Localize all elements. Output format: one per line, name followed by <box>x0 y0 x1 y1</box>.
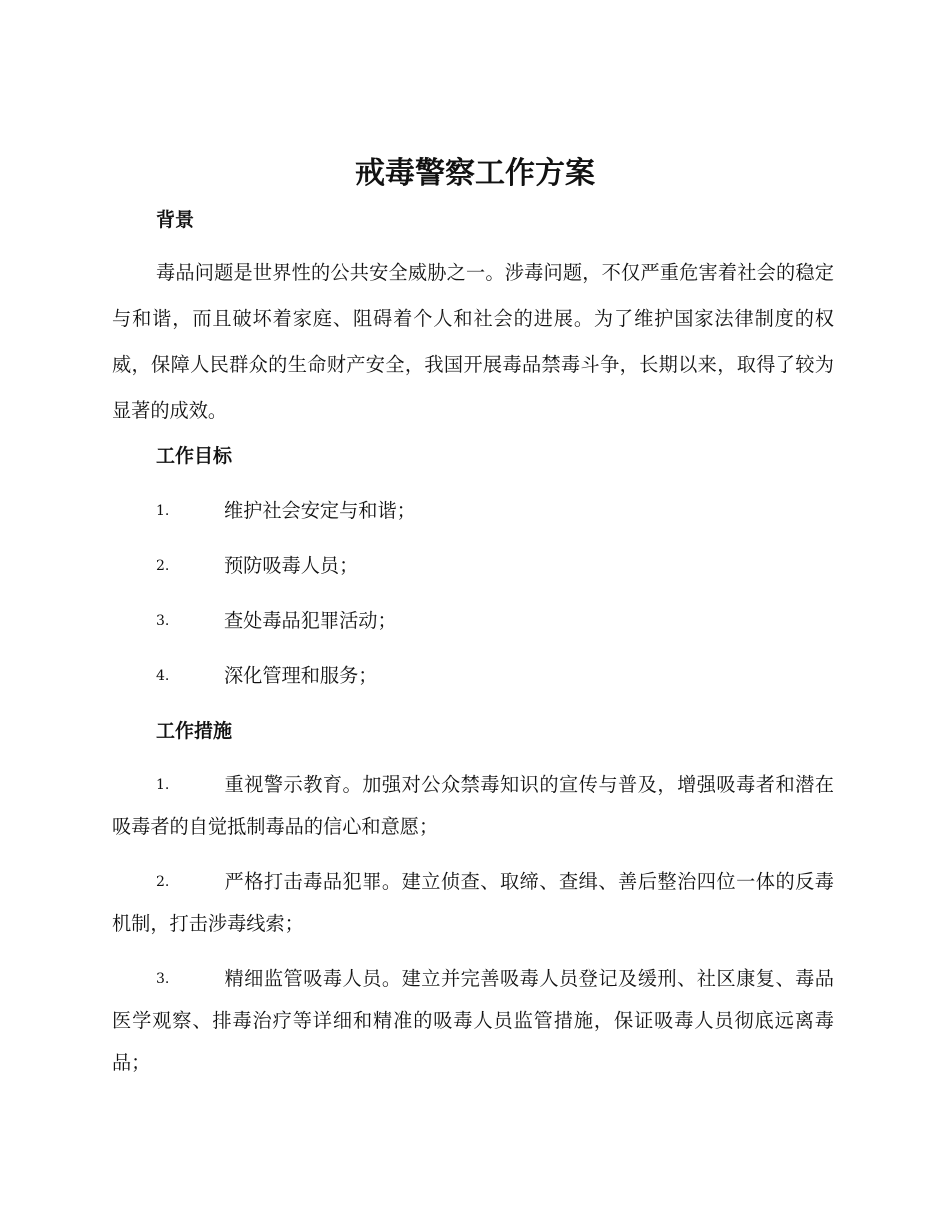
goal-item-number: 2. <box>156 558 170 574</box>
goal-item-number: 1. <box>156 503 170 519</box>
section-heading-measures: 工作措施 <box>156 720 233 742</box>
measure-item <box>112 958 834 1084</box>
measure-item-number: 3. <box>156 971 170 987</box>
measure-item-number: 2. <box>156 874 170 890</box>
document-title: 戒毒警察工作方案 <box>355 156 595 191</box>
measure-item-text: 重视警示教育。加强对公众禁毒知识的宣传与普及，增强吸毒者和潜在吸毒者的自觉抵制毒品的信心和意愿； <box>112 773 834 838</box>
goal-item-number: 4. <box>156 668 170 684</box>
section-heading-background: 背景 <box>156 209 195 231</box>
section-heading-goals: 工作目标 <box>156 445 233 467</box>
measure-item <box>112 861 834 945</box>
goal-item-text: 查处毒品犯罪活动； <box>224 609 397 632</box>
goal-item-number: 3. <box>156 613 170 629</box>
background-paragraph: 毒品问题是世界性的公共安全威胁之一。涉毒问题，不仅严重危害着社会的稳定与和谐，而且破坏着家庭、阻碍着个人和社会的进展。为了维护国家法律制度的权威，保障人民群众的生命财产安全，我国开展毒品禁毒斗争，长期以来，取得了较为显著的成效。 <box>112 261 834 422</box>
goal-item-text: 预防吸毒人员； <box>224 554 359 577</box>
measure-item-number: 1. <box>156 777 170 793</box>
goal-item-text: 深化管理和服务； <box>224 664 378 687</box>
measure-item-text: 精细监管吸毒人员。建立并完善吸毒人员登记及缓刑、社区康复、毒品医学观察、排毒治疗等详细和精准的吸毒人员监管措施，保证吸毒人员彻底远离毒品； <box>112 967 834 1074</box>
measure-item <box>112 764 834 848</box>
goal-item-text: 维护社会安定与和谐； <box>224 499 416 522</box>
measure-item-text: 严格打击毒品犯罪。建立侦查、取缔、查缉、善后整治四位一体的反毒机制，打击涉毒线索； <box>112 870 834 935</box>
